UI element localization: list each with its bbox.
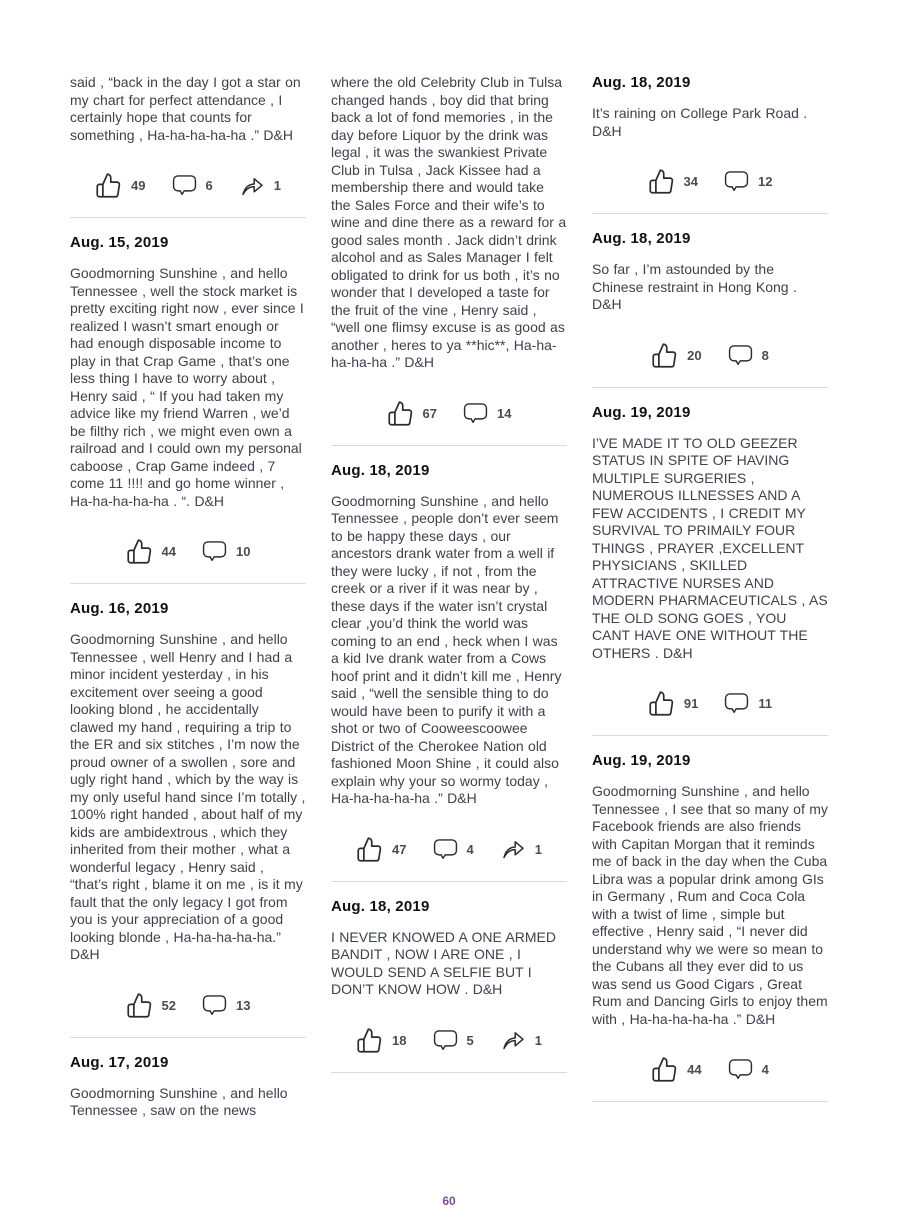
post-divider [592, 213, 828, 214]
share-count: 1 [534, 1032, 542, 1048]
thumbs-up-icon [126, 992, 153, 1019]
thumbs-up-icon [648, 168, 675, 195]
engagement-row [331, 836, 567, 863]
comment-count: 12 [758, 174, 773, 189]
comment-bubble-icon [433, 838, 458, 861]
share-arrow-icon [500, 1028, 526, 1052]
comment-stat [463, 402, 511, 425]
share-count: 1 [534, 841, 542, 857]
thumbs-up-icon [648, 690, 675, 717]
post-date: Aug. 18, 2019 [331, 461, 430, 479]
thumbs-up-icon [356, 1027, 383, 1054]
comment-count: 11 [758, 696, 773, 711]
comment-bubble-icon [463, 402, 488, 425]
post [70, 600, 306, 1038]
post-date: Aug. 19, 2019 [592, 752, 691, 769]
column-3 [592, 74, 828, 1120]
like-stat [95, 172, 145, 199]
like-count: 52 [161, 997, 176, 1013]
post-date: Aug. 18, 2019 [592, 230, 691, 247]
engagement-row [70, 172, 306, 199]
comment-stat [724, 692, 772, 715]
thumbs-up-icon [651, 1056, 678, 1083]
like-count: 44 [687, 1062, 702, 1077]
post-divider [592, 387, 828, 388]
like-count: 20 [687, 347, 702, 363]
comment-bubble-icon [728, 344, 753, 367]
column-1 [70, 74, 306, 1120]
post [70, 234, 306, 584]
post [331, 462, 567, 882]
comment-stat [433, 1029, 474, 1052]
post-divider [592, 1101, 828, 1102]
post-text: said , “back in the day I got a star on my chart for perfect attendance , I certainly hope that counts for something , Ha-ha-ha-ha-ha .” D&H [70, 74, 301, 143]
comment-stat [202, 540, 250, 563]
share-arrow-icon [500, 837, 526, 861]
post [592, 230, 828, 388]
post-date: Aug. 18, 2019 [592, 74, 691, 91]
post-text: Goodmorning Sunshine , and hello Tennessee , people don’t ever seem to be happy these days , our ancestors drank water from a well if they were lucky , if not , from the creek or a river if it was near by , these days if the water isn’t crystal clear ,you’d think the world was coming to an end , heck when I was a kid Ive drank water from a Cows hoof print and it didn’t kill me , Henry said , “well the sensible thing to do would have been to purify it with a shot or two of Cooweescoowee District of the Cherokee Nation old fashioned Moon Shine , it could also explain why your so wormy today , Ha-ha-ha-ha-ha .” D&H [331, 492, 562, 806]
comment-stat [433, 838, 474, 861]
like-count: 34 [683, 174, 698, 189]
post-divider [331, 445, 567, 446]
comment-count: 13 [236, 997, 251, 1013]
like-count: 47 [392, 841, 407, 857]
like-stat [648, 168, 698, 195]
like-stat [651, 1056, 701, 1083]
comment-stat [728, 1058, 769, 1081]
post [70, 74, 306, 218]
comment-stat [172, 174, 213, 197]
post-date: Aug. 17, 2019 [70, 1053, 169, 1071]
comment-bubble-icon [172, 174, 197, 197]
like-stat [126, 992, 176, 1019]
comment-count: 8 [761, 347, 769, 363]
share-stat [500, 837, 542, 861]
comment-bubble-icon [433, 1029, 458, 1052]
like-stat [651, 342, 701, 369]
comment-count: 4 [761, 1062, 769, 1077]
post-text: Goodmorning Sunshine , and hello Tennessee , saw on the news [70, 1084, 288, 1118]
post-text: where the old Celebrity Club in Tulsa changed hands , boy did that bring back a lot of fond memories , in the day before Liquor by the drink was legal , it was the swankiest Private Club in Tulsa , Jack Kissee had a membership there and would take the Sales Force and their wife’s to wine and dine there as a reward for a good sales month . Jack didn’t drink alcohol and as Sales Manager I felt obligated to drink for us both , it’s no wonder that I developed a taste for the fruit of the vine , Henry said , “well one flimsy excuse is as good as another , heres to ya **hic**, Ha-ha-ha-ha-ha .” D&H [331, 74, 567, 370]
like-stat [387, 400, 437, 427]
post [592, 404, 828, 737]
comment-bubble-icon [724, 170, 749, 193]
post-text: So far , I’m astounded by the Chinese restraint in Hong Kong . D&H [592, 261, 797, 312]
post-divider [70, 583, 306, 584]
post-text: Goodmorning Sunshine , and hello Tennessee , well the stock market is pretty exciting right now , ever since I realized I wasn’t smart enough or had enough disposable income to play in that Crap Game , that’s one less thing I have to worry about , Henry said , “ If you had taken my advice like my friend Warren , we’d be filthy rich , we might even own a railroad and I could own my personal caboose , Crap Game indeed , 7 come 11 !!!! and go home winner , Ha-ha-ha-ha-ha . “. D&H [70, 265, 304, 509]
thumbs-up-icon [356, 836, 383, 863]
engagement-row [331, 1027, 567, 1054]
post-date: Aug. 19, 2019 [592, 403, 691, 421]
share-stat [500, 1028, 542, 1052]
like-stat [648, 690, 698, 717]
comment-count: 4 [466, 841, 474, 857]
post-divider [331, 881, 567, 882]
comment-bubble-icon [724, 692, 749, 715]
comment-count: 14 [497, 405, 512, 421]
post-text: Goodmorning Sunshine , and hello Tennessee , well Henry and I had a minor incident yesterday , in his excitement over seeing a good looking blond , he accidentally clawed my hand , requiring a trip to the ER and six stitches , I’m now the proud owner of a swollen , sore and ugly right hand , which by the way is my only useful hand since I’m totally , 100% right handed , about half of my kids are ambidextrous , which they inherited from their mother , what a wonderful legacy , Henry said , “that’s right , blame it on me , is it my fault that the only legacy I got from you is your appreciation of a good looking blonde , Ha-ha-ha-ha-ha.” D&H [70, 631, 306, 962]
thumbs-up-icon [126, 538, 153, 565]
thumbs-up-icon [387, 400, 414, 427]
post-date: Aug. 18, 2019 [331, 897, 430, 915]
share-arrow-icon [239, 174, 265, 198]
post-divider [331, 1072, 567, 1073]
post-divider [592, 735, 828, 736]
comment-bubble-icon [202, 540, 227, 563]
engagement-row [70, 538, 306, 565]
comment-count: 10 [236, 544, 251, 559]
comment-stat [728, 344, 769, 367]
post-text: Goodmorning Sunshine , and hello Tennessee , I see that so many of my Facebook friends are also friends with Capitan Morgan that it reminds me of back in the day when the Cuba Libra was a popular drink among GIs in Germany , Rum and Coca Cola with a twist of lime , simple but effective , Henry said , “I never did understand why we were so mean to the Cubans all they ever did to us was send us Good Cigars , Great Rum and Dancing Girls to enjoy them with , Ha-ha-ha-ha-ha .” D&H [592, 783, 828, 1027]
post [331, 898, 567, 1073]
thumbs-up-icon [95, 172, 122, 199]
engagement-row [592, 342, 828, 369]
post [331, 74, 567, 446]
share-stat [239, 174, 281, 198]
comment-bubble-icon [728, 1058, 753, 1081]
like-stat [126, 538, 176, 565]
engagement-row [592, 168, 828, 195]
post-date: Aug. 16, 2019 [70, 600, 169, 617]
post-date: Aug. 15, 2019 [70, 234, 169, 251]
engagement-row [592, 690, 828, 717]
engagement-row [331, 400, 567, 427]
engagement-row [70, 992, 306, 1019]
like-count: 44 [161, 544, 176, 559]
post-divider [70, 217, 306, 218]
like-stat [356, 836, 406, 863]
share-count: 1 [273, 178, 281, 193]
post-text: I’VE MADE IT TO OLD GEEZER STATUS IN SPITE OF HAVING MULTIPLE SURGERIES , NUMEROUS ILLNESSES AND A FEW ACCIDENTS , I CREDIT MY SURVIVAL TO PRIMAILY FOUR THINGS , PRAYER ,EXCELLENT PHYSICIANS , SKILLED ATTRACTIVE NURSES AND MODERN PHARMACEUTICALS , AS THE OLD SONG GOES , YOU CANT HAVE ONE WITHOUT THE OTHERS . D&H [592, 434, 828, 661]
engagement-row [592, 1056, 828, 1083]
column-2 [331, 74, 567, 1120]
like-count: 18 [392, 1032, 407, 1048]
post-divider [70, 1037, 306, 1038]
like-count: 91 [683, 696, 699, 711]
comment-stat [202, 994, 250, 1017]
comment-count: 6 [205, 178, 213, 193]
post-text: It’s raining on College Park Road . D&H [592, 105, 808, 139]
post-text: I NEVER KNOWED A ONE ARMED BANDIT , NOW I ARE ONE , I WOULD SEND A SELFIE BUT I DON’T KNOW HOW . D&H [331, 928, 556, 997]
post [70, 1054, 306, 1120]
comment-bubble-icon [202, 994, 227, 1017]
like-stat [356, 1027, 406, 1054]
page-number: 60 [442, 1194, 456, 1208]
post [592, 74, 828, 214]
like-count: 67 [422, 405, 437, 421]
post [592, 752, 828, 1102]
like-count: 49 [131, 178, 146, 193]
thumbs-up-icon [651, 342, 678, 369]
comment-count: 5 [466, 1032, 474, 1048]
comment-stat [724, 170, 772, 193]
